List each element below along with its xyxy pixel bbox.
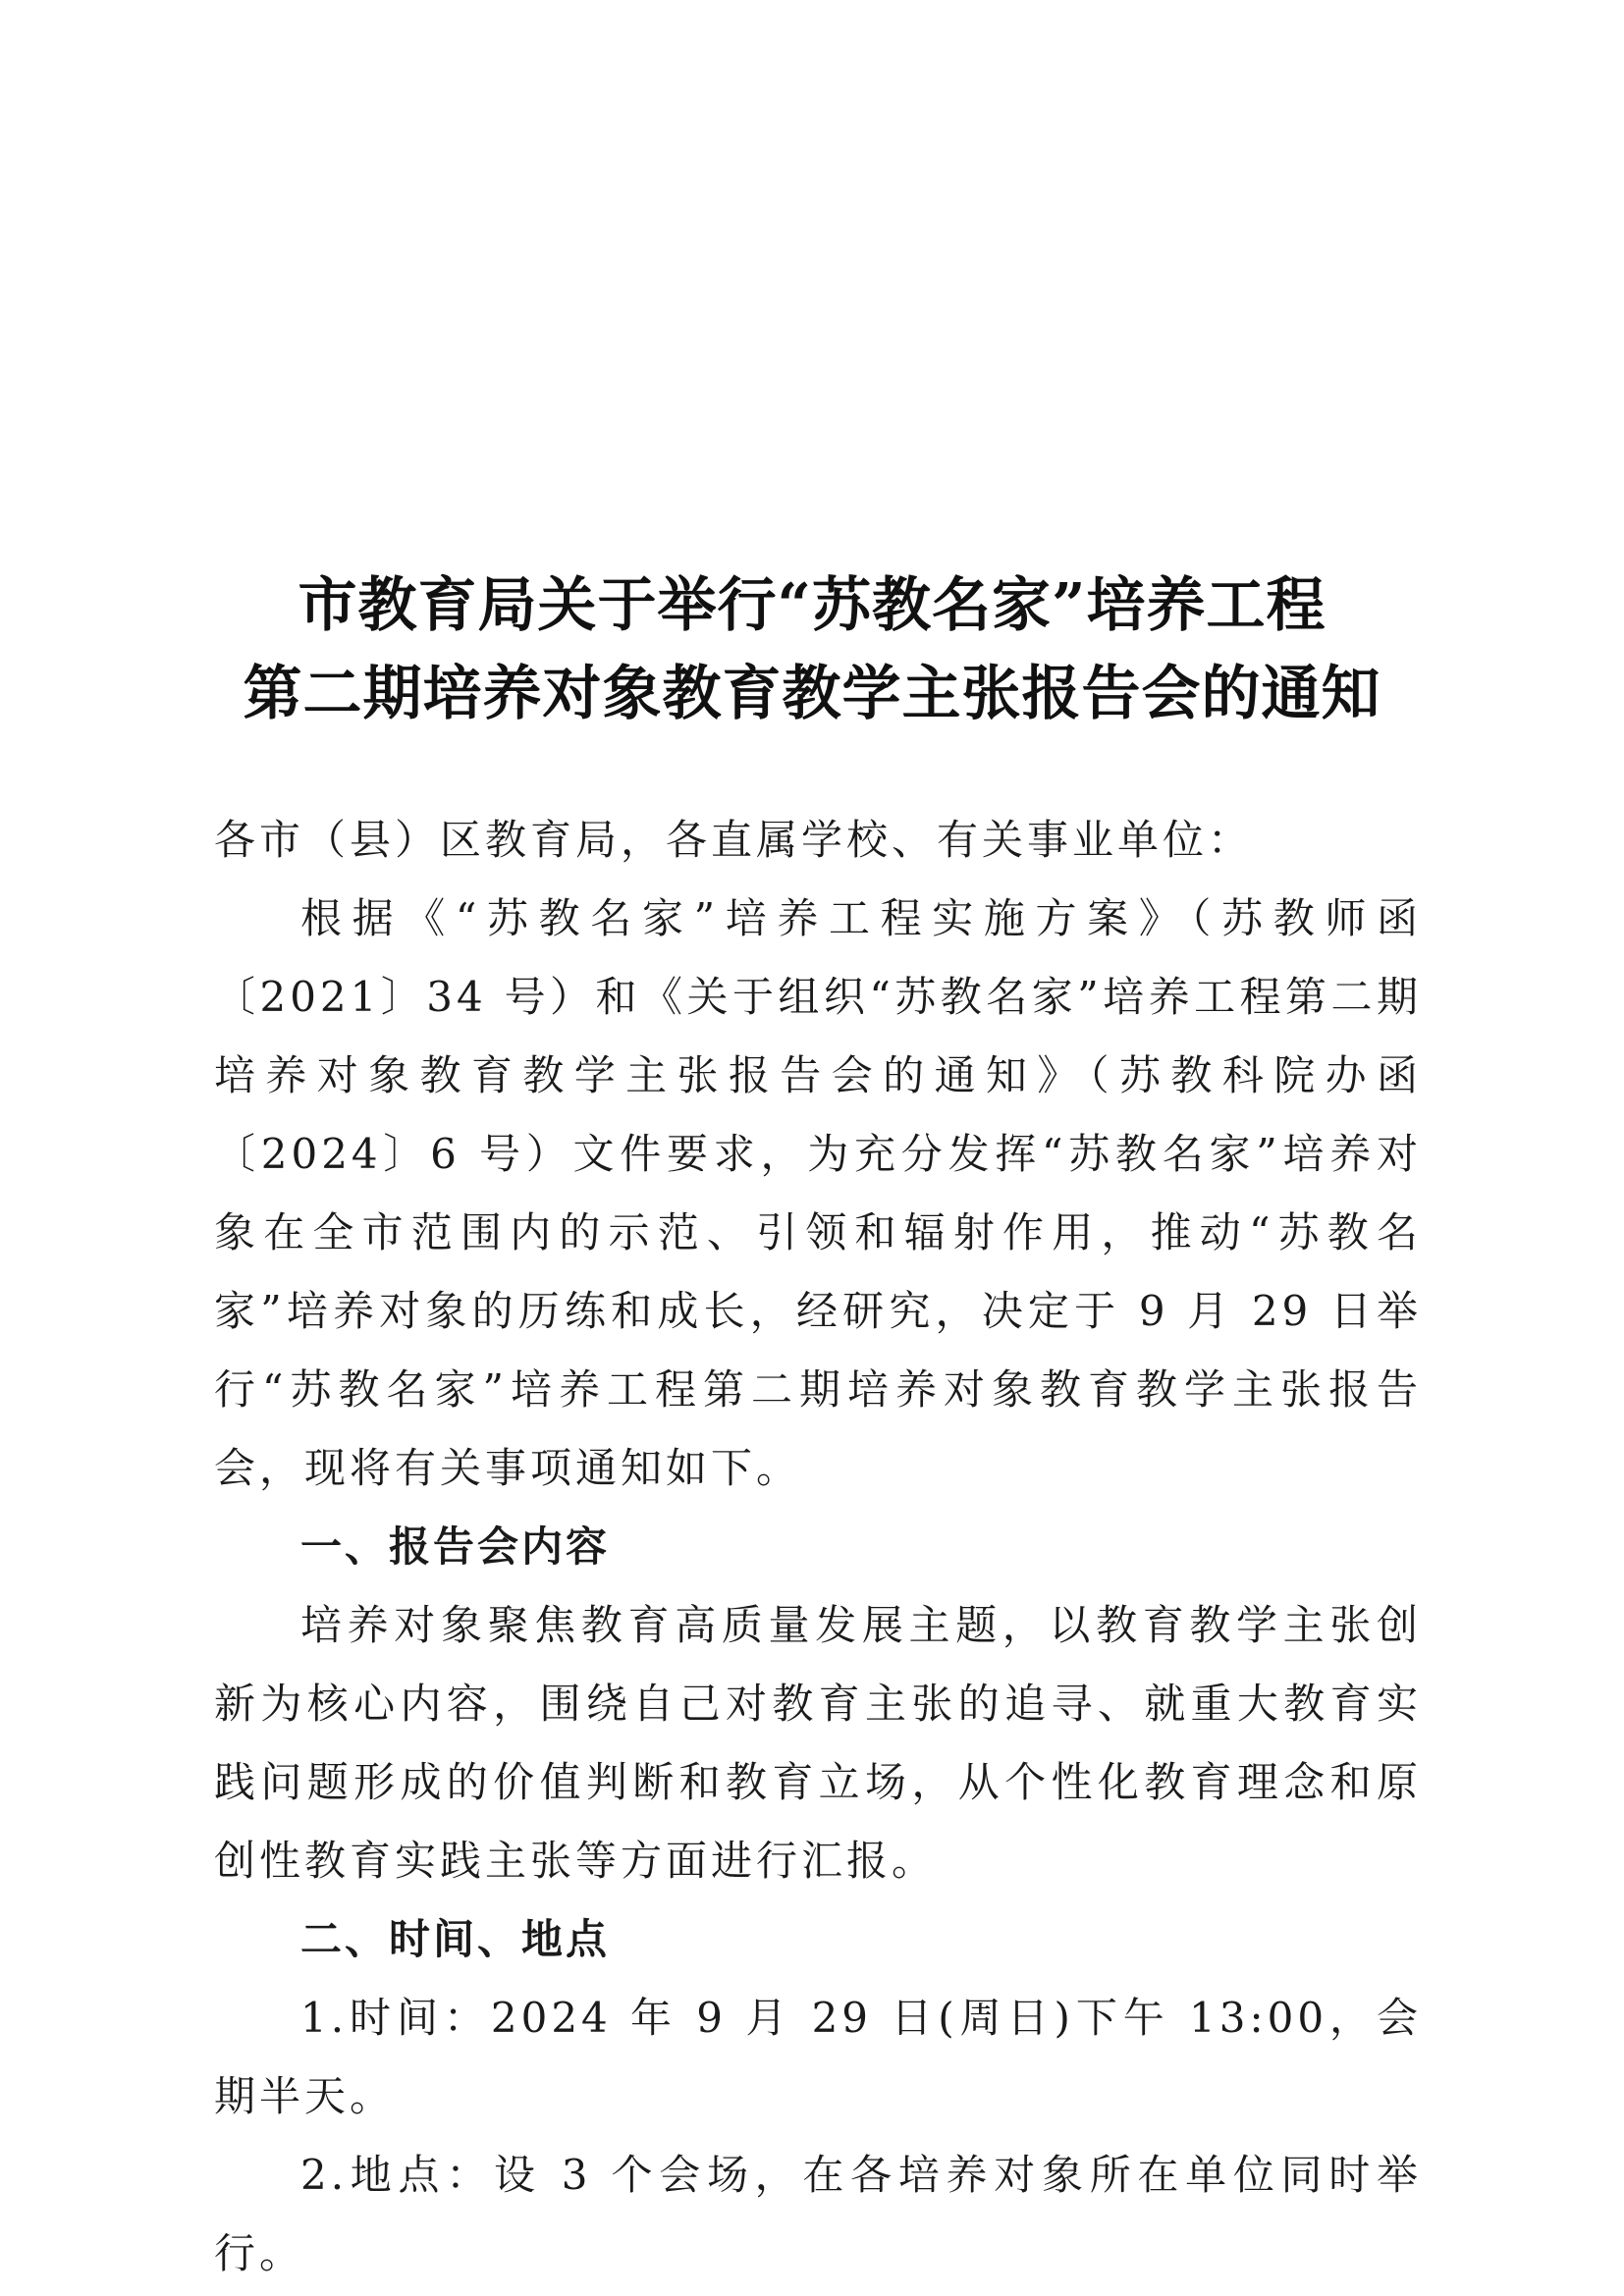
item-location: 2.地点：设 3 个会场，在各培养对象所在单位同时举行。 [214, 2151, 1422, 2277]
title-line-2: 第二期培养对象教育教学主张报告会的通知 [243, 660, 1381, 728]
document-body [214, 801, 1422, 2293]
section-heading-time-location: 二、时间、地点 [300, 1915, 611, 1963]
title-line-1: 市教育局关于举行“苏教名家”培养工程 [298, 571, 1326, 640]
document-title [196, 561, 1428, 738]
section-heading-content: 一、报告会内容 [300, 1522, 611, 1571]
item-time: 1.时间：2024 年 9 月 29 日(周日)下午 13:00，会期半天。 [214, 1994, 1422, 2120]
salutation: 各市（县）区教育局，各直属学校、有关事业单位： [214, 816, 1254, 864]
intro-paragraph: 根据《“苏教名家”培养工程实施方案》（苏教师函〔2021〕34 号）和《关于组织“苏教名家”培养工程第二期培养对象教育教学主张报告会的通知》（苏教科院办函〔2024〕6 号）文件要求，为充分发挥“苏教名家”培养对象在全市范围内的示范、引领和辐射作用，推动“苏教名家”培养对象的历练和成长，经研究，决定于 9 月 29 日举行“苏教名家”培养工程第二期培养对象教育教学主张报告会，现将有关事项通知如下。 [214, 894, 1422, 1492]
section-paragraph-content: 培养对象聚焦教育高质量发展主题，以教育教学主张创新为核心内容，围绕自己对教育主张的追寻、就重大教育实践问题形成的价值判断和教育立场，从个性化教育理念和原创性教育实践主张等方面进行汇报。 [214, 1601, 1422, 1885]
